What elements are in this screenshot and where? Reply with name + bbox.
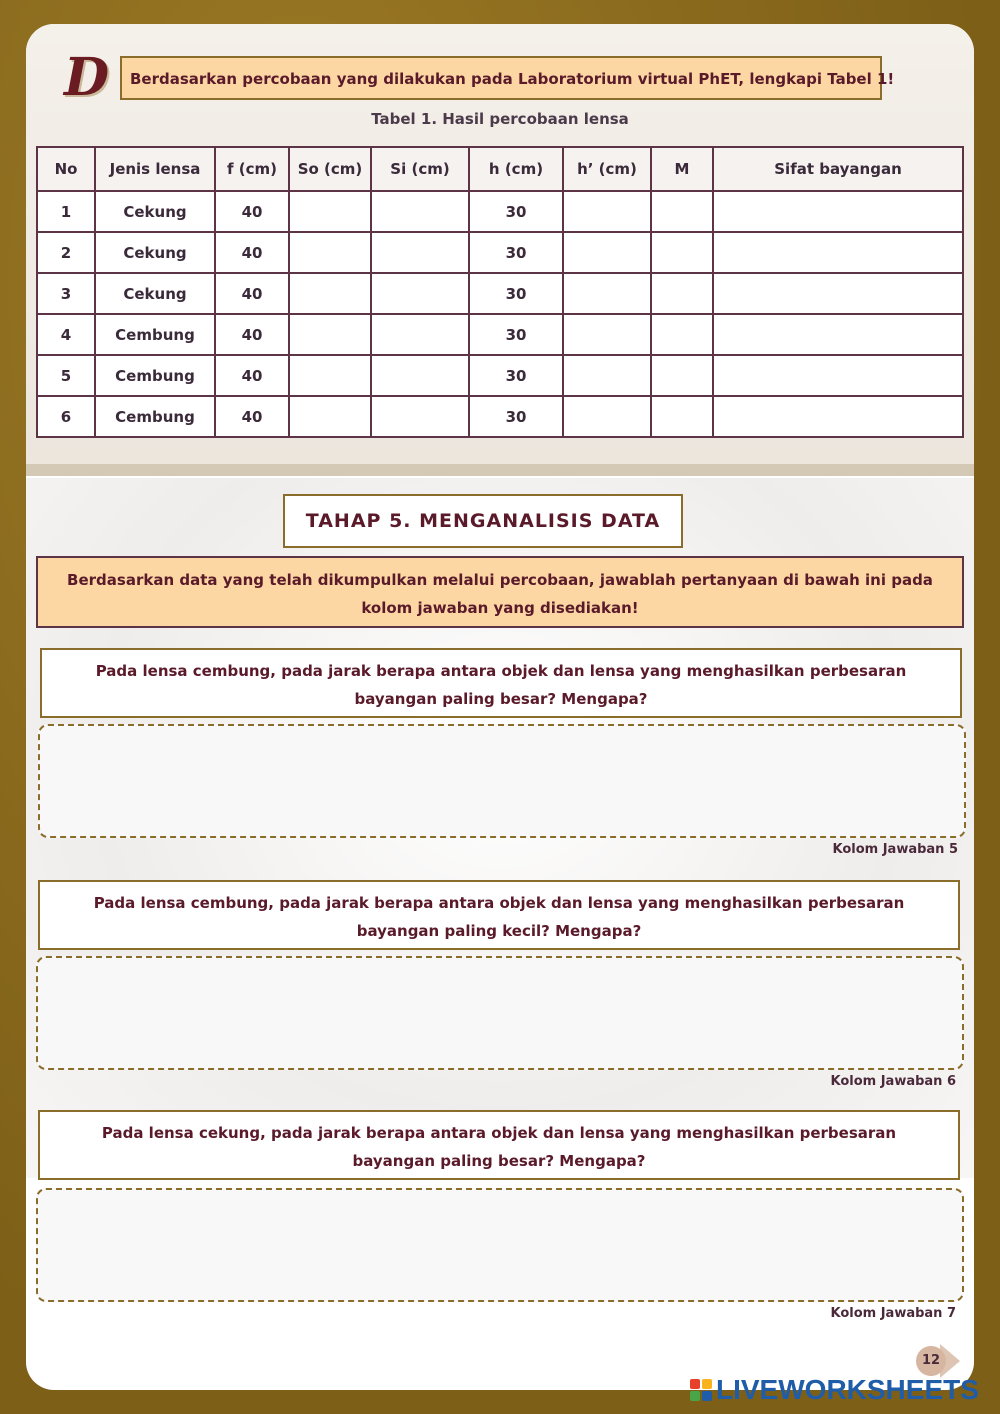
section-instruction: Berdasarkan percobaan yang dilakukan pada Laboratorium virtual PhET, lengkapi Tabel 1!: [120, 56, 882, 100]
lens-results-table: [36, 146, 964, 438]
liveworksheets-logo-icon: [690, 1379, 712, 1401]
cell-h-prime[interactable]: [563, 355, 651, 396]
cell-so[interactable]: [289, 355, 371, 396]
cell-f: 40: [215, 191, 289, 232]
table-row: [37, 191, 963, 232]
worksheet-page: [26, 24, 974, 1390]
cell-h-prime[interactable]: [563, 191, 651, 232]
header-jenis-lensa: Jenis lensa: [95, 147, 215, 191]
cell-sifat-bayangan[interactable]: [713, 191, 963, 232]
table-header-row: [37, 147, 963, 191]
cell-no: 4: [37, 314, 95, 355]
analysis-instruction: Berdasarkan data yang telah dikumpulkan melalui percobaan, jawablah pertanyaan di bawah ini pada kolom jawaban yang disediakan!: [36, 556, 964, 628]
cell-so[interactable]: [289, 396, 371, 437]
cell-si[interactable]: [371, 191, 469, 232]
cell-h: 30: [469, 314, 563, 355]
cell-jenis-lensa: Cekung: [95, 273, 215, 314]
question-6: Pada lensa cembung, pada jarak berapa antara objek dan lensa yang menghasilkan perbesaran bayangan paling kecil? Mengapa?: [38, 880, 960, 950]
cell-f: 40: [215, 396, 289, 437]
table-row: [37, 273, 963, 314]
answer-label-5: Kolom Jawaban 5: [832, 842, 958, 857]
cell-sifat-bayangan[interactable]: [713, 273, 963, 314]
cell-h: 30: [469, 232, 563, 273]
cell-jenis-lensa: Cembung: [95, 396, 215, 437]
cell-jenis-lensa: Cekung: [95, 191, 215, 232]
cell-f: 40: [215, 314, 289, 355]
page-number: 12: [916, 1346, 946, 1376]
cell-si[interactable]: [371, 355, 469, 396]
cell-f: 40: [215, 355, 289, 396]
stage-title: TAHAP 5. MENGANALISIS DATA: [283, 494, 683, 548]
cell-no: 2: [37, 232, 95, 273]
cell-si[interactable]: [371, 396, 469, 437]
table-row: [37, 355, 963, 396]
cell-sifat-bayangan[interactable]: [713, 355, 963, 396]
cell-so[interactable]: [289, 314, 371, 355]
cell-so[interactable]: [289, 273, 371, 314]
cell-m[interactable]: [651, 314, 713, 355]
header-si: Si (cm): [371, 147, 469, 191]
cell-m[interactable]: [651, 355, 713, 396]
answer-field-7[interactable]: [36, 1188, 964, 1302]
header-h: h (cm): [469, 147, 563, 191]
answer-label-6: Kolom Jawaban 6: [830, 1074, 956, 1089]
cell-h-prime[interactable]: [563, 314, 651, 355]
cell-si[interactable]: [371, 314, 469, 355]
header-f: f (cm): [215, 147, 289, 191]
header-no: No: [37, 147, 95, 191]
cell-f: 40: [215, 232, 289, 273]
cell-sifat-bayangan[interactable]: [713, 314, 963, 355]
cell-jenis-lensa: Cembung: [95, 314, 215, 355]
cell-m[interactable]: [651, 273, 713, 314]
cell-h: 30: [469, 355, 563, 396]
cell-si[interactable]: [371, 232, 469, 273]
cell-so[interactable]: [289, 191, 371, 232]
header-m: M: [651, 147, 713, 191]
header-sifat-bayangan: Sifat bayangan: [713, 147, 963, 191]
cell-jenis-lensa: Cekung: [95, 232, 215, 273]
liveworksheets-watermark: [690, 1374, 979, 1406]
answer-field-6[interactable]: [36, 956, 964, 1070]
table-row: [37, 314, 963, 355]
cell-no: 6: [37, 396, 95, 437]
section-letter-badge: D: [64, 47, 110, 108]
cell-h-prime[interactable]: [563, 396, 651, 437]
section-divider: [26, 464, 974, 476]
cell-h-prime[interactable]: [563, 273, 651, 314]
cell-sifat-bayangan[interactable]: [713, 396, 963, 437]
table-caption: Tabel 1. Hasil percobaan lensa: [371, 110, 629, 128]
cell-sifat-bayangan[interactable]: [713, 232, 963, 273]
header-so: So (cm): [289, 147, 371, 191]
cell-h: 30: [469, 273, 563, 314]
answer-field-5[interactable]: [38, 724, 966, 838]
cell-h: 30: [469, 191, 563, 232]
question-5: Pada lensa cembung, pada jarak berapa antara objek dan lensa yang menghasilkan perbesaran bayangan paling besar? Mengapa?: [40, 648, 962, 718]
table-row: [37, 232, 963, 273]
question-7: Pada lensa cekung, pada jarak berapa antara objek dan lensa yang menghasilkan perbesaran bayangan paling besar? Mengapa?: [38, 1110, 960, 1180]
cell-m[interactable]: [651, 191, 713, 232]
cell-no: 5: [37, 355, 95, 396]
cell-no: 3: [37, 273, 95, 314]
cell-m[interactable]: [651, 396, 713, 437]
cell-m[interactable]: [651, 232, 713, 273]
cell-h-prime[interactable]: [563, 232, 651, 273]
answer-label-7: Kolom Jawaban 7: [830, 1306, 956, 1321]
header-h-prime: h’ (cm): [563, 147, 651, 191]
cell-f: 40: [215, 273, 289, 314]
cell-no: 1: [37, 191, 95, 232]
table-row: [37, 396, 963, 437]
cell-h: 30: [469, 396, 563, 437]
watermark-text: LIVEWORKSHEETS: [716, 1374, 979, 1405]
cell-jenis-lensa: Cembung: [95, 355, 215, 396]
cell-so[interactable]: [289, 232, 371, 273]
cell-si[interactable]: [371, 273, 469, 314]
